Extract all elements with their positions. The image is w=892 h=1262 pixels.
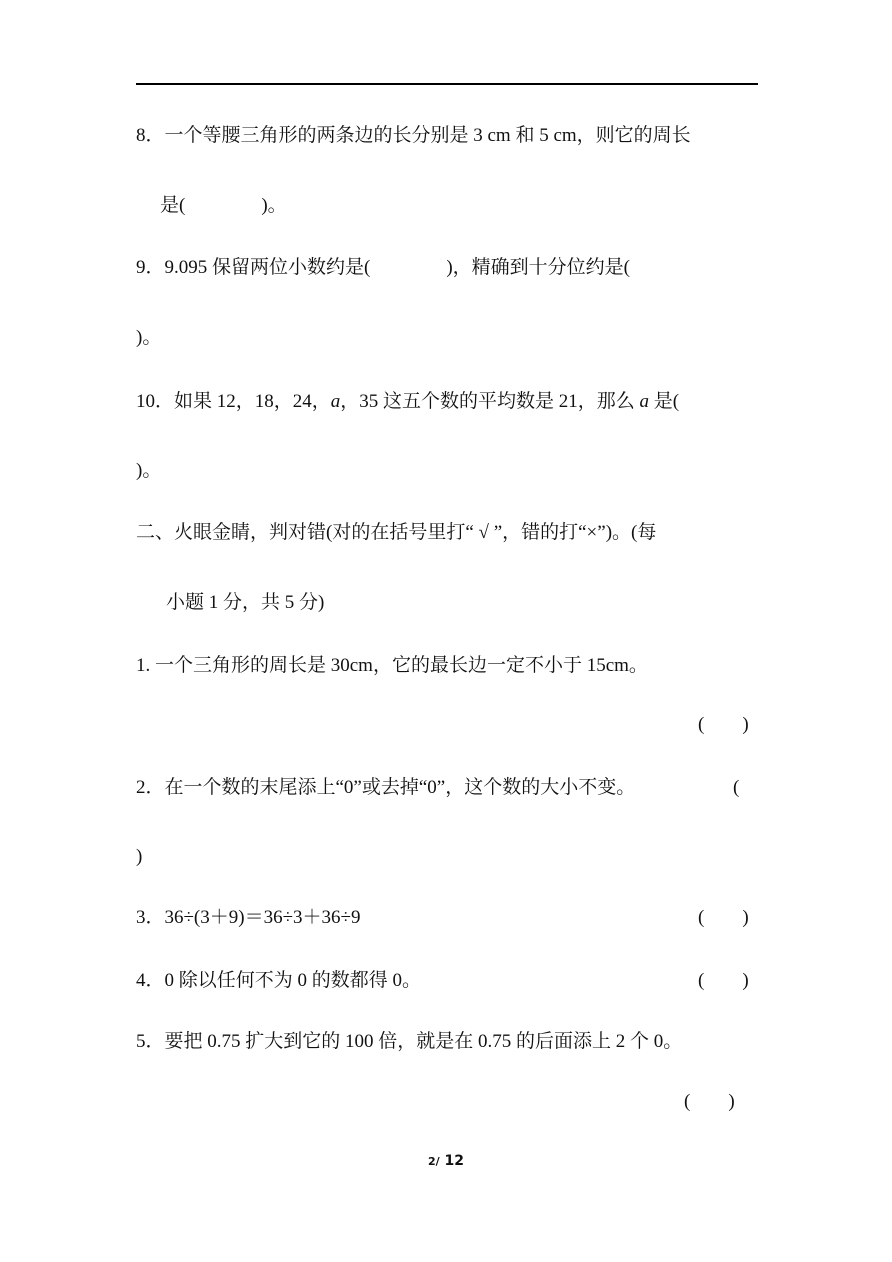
answer-parentheses-5[interactable]: ( ): [684, 1091, 735, 1112]
question-9-line1: 9．9.095 保留两位小数约是( )，精确到十分位约是(: [136, 257, 630, 278]
question-10-text-c: 是(: [649, 391, 680, 412]
judgment-3: 3．36÷(3＋9)＝36÷3＋36÷9: [136, 907, 361, 928]
question-10-text-b: ，35 这五个数的平均数是 21，那么: [340, 391, 640, 412]
judgment-2: 2．在一个数的末尾添上“0”或去掉“0”，这个数的大小不变。: [136, 777, 636, 798]
section-2-heading-line2: 小题 1 分，共 5 分): [166, 592, 325, 613]
variable-a: a: [330, 391, 341, 412]
question-10-text-a: 10．如果 12，18，24，: [136, 391, 331, 412]
header-rule: [136, 83, 758, 85]
variable-a: a: [639, 391, 650, 412]
answer-parentheses-4[interactable]: ( ): [698, 970, 749, 991]
question-8-line1: 8．一个等腰三角形的两条边的长分别是 3 cm 和 5 cm，则它的周长: [136, 125, 691, 146]
judgment-5: 5．要把 0.75 扩大到它的 100 倍，就是在 0.75 的后面添上 2 个 0。: [136, 1031, 683, 1052]
answer-parentheses-2-close: ): [136, 846, 143, 867]
total-pages: 12: [439, 1153, 465, 1169]
section-2-heading-line1: 二、火眼金睛，判对错(对的在括号里打“ √ ”，错的打“×”)。(每: [136, 522, 657, 543]
current-page: 2/: [427, 1155, 440, 1168]
judgment-1: 1. 一个三角形的周长是 30cm，它的最长边一定不小于 15cm。: [136, 655, 648, 676]
answer-parentheses-3[interactable]: ( ): [698, 907, 749, 928]
question-10-line1: [136, 390, 679, 414]
answer-parentheses-2-open[interactable]: (: [733, 777, 740, 798]
question-9-line2: )。: [136, 327, 162, 348]
page-number: [0, 1153, 892, 1169]
answer-parentheses-1[interactable]: ( ): [698, 714, 749, 735]
question-8-line2: 是( )。: [160, 195, 287, 216]
judgment-4: 4．0 除以任何不为 0 的数都得 0。: [136, 970, 422, 991]
question-10-line2: )。: [136, 460, 162, 481]
